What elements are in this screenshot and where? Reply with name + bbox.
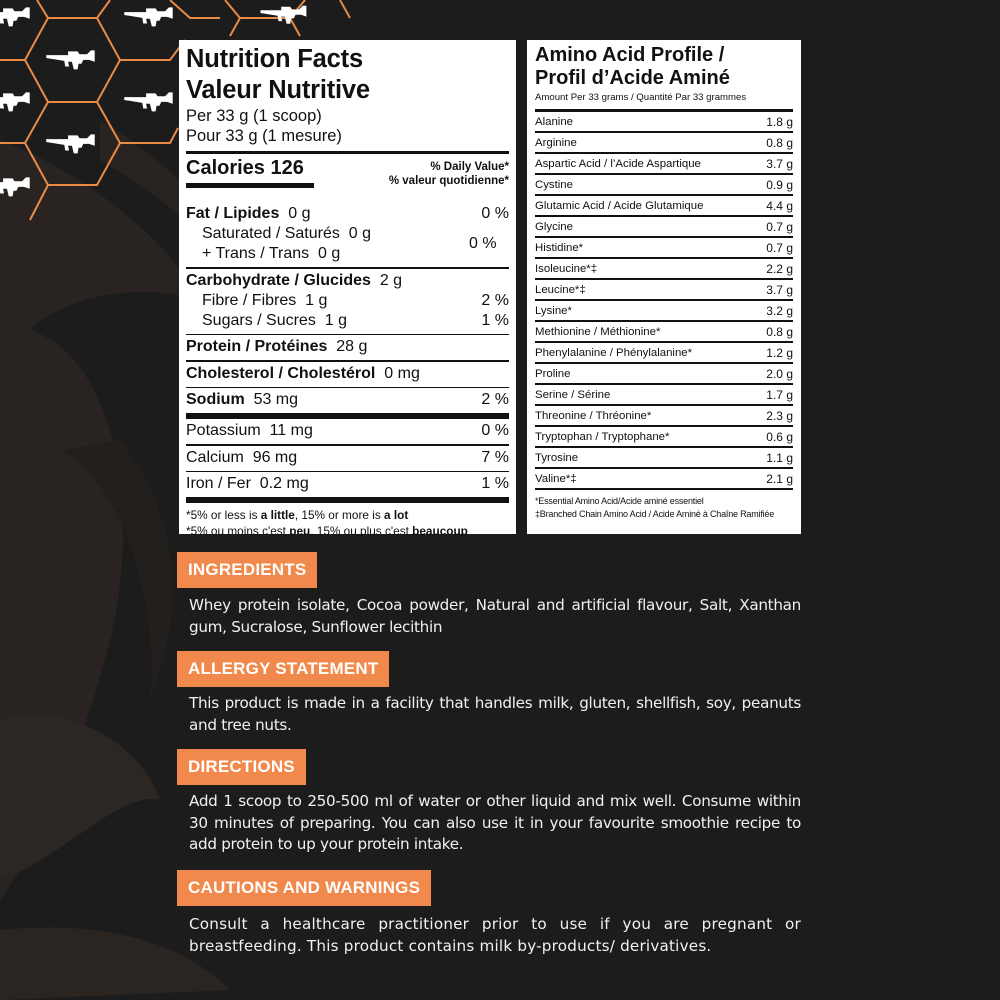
amino-name: Histidine* [535,241,584,254]
potassium-amount: 11 mg [269,422,313,439]
fat-amount: 0 g [288,205,311,222]
amino-row [535,196,793,217]
sugars-dv: 1 % [481,311,509,329]
amino-value: 0.7 g [766,240,793,255]
amino-value: 2.3 g [766,408,793,423]
amino-value: 1.2 g [766,345,793,360]
fibre-dv: 2 % [481,291,509,309]
footnote-fr: *5% ou moins c'est peu, 15% ou plus c'est beaucoup [186,524,468,538]
amino-name: Tryptophan / Tryptophane* [535,430,670,443]
iron-amount: 0.2 mg [259,475,309,492]
sodium-row [186,388,509,413]
amino-name: Phenylalanine / Phénylalanine* [535,346,693,359]
calories-row [186,154,509,204]
amino-name: Arginine [535,136,577,149]
amino-row [535,259,793,280]
nutrition-facts-panel [179,40,516,538]
amino-name: Proline [535,367,571,380]
carbohydrate-amount: 2 g [379,271,403,289]
carbohydrate-label: Carbohydrate / Glucides [186,271,371,289]
fat-label: Fat / Lipides [186,205,280,222]
directions-text: Add 1 scoop to 250-500 ml of water or other liquid and mix well. Consume within 30 minutes of preparing. You can also use it in your favourite smoothie recipe to add protein to up your protein intake. [189,792,801,853]
trans-amount: 0 g [318,245,341,262]
sat-trans-group [186,224,509,264]
cholesterol-row [186,362,509,387]
sat-trans-dv: 0 % [469,235,497,252]
serving-size-en: Per 33 g (1 scoop) [186,107,322,125]
fat-group [186,204,509,267]
cautions-text: Consult a healthcare practitioner prior to use if you are pregnant or breastfeeding. This product contains milk by-products/ derivatives. [189,915,801,955]
sugars-row [186,311,509,331]
amino-subtitle: Amount Per 33 grams / Quantité Par 33 grammes [535,92,747,103]
fibre-row [186,291,509,311]
amino-name: Aspartic Acid / l’Acide Aspartique [535,157,701,170]
saturated-label: Saturated / Saturés [202,225,340,242]
amino-row [535,322,793,343]
amino-value: 2.1 g [766,471,793,486]
amino-row [535,385,793,406]
amino-name: Isoleucine*‡ [535,262,598,275]
amino-row [535,343,793,364]
amino-value: 0.9 g [766,177,793,192]
amino-row [535,112,793,133]
iron-row [186,472,509,497]
amino-value: 1.7 g [766,387,793,402]
nutrition-title-en: Nutrition Facts [186,45,363,73]
amino-row [535,280,793,301]
amino-row [535,154,793,175]
amino-row [535,217,793,238]
amino-name: Valine*‡ [535,472,577,485]
sugars-amount: 1 g [324,311,347,329]
amino-name: Glutamic Acid / Acide Glutamique [535,199,704,212]
amino-value: 3.2 g [766,303,793,318]
calcium-label: Calcium [186,448,244,466]
amino-row [535,364,793,385]
protein-amount: 28 g [336,338,368,355]
potassium-dv: 0 % [481,422,509,439]
daily-value-footnote [186,503,509,539]
amino-name: Lysine* [535,304,572,317]
amino-name: Leucine*‡ [535,283,586,296]
essential-footnote: *Essential Amino Acid/Acide aminé essentiel [535,496,704,506]
amino-name: Alanine [535,115,573,128]
potassium-row [186,419,509,444]
cautions-heading: CAUTIONS AND WARNINGS [177,870,431,906]
amino-value: 2.0 g [766,366,793,381]
fibre-amount: 1 g [305,291,328,309]
allergy-heading: ALLERGY STATEMENT [177,651,389,687]
amino-table [535,112,793,490]
calcium-amount: 96 mg [252,448,298,466]
protein-row [186,335,509,360]
dv-header-fr: % valeur quotidienne* [388,175,509,187]
amino-value: 1.8 g [766,114,793,129]
amino-value: 0.7 g [766,219,793,234]
saturated-amount: 0 g [348,225,371,242]
dv-header-en: % Daily Value* [430,161,509,173]
amino-title-line2: Profil d’Acide Aminé [535,67,730,89]
iron-dv: 1 % [481,475,509,492]
potassium-label: Potassium [186,422,261,439]
amino-value: 0.8 g [766,135,793,150]
sodium-amount: 53 mg [253,391,299,408]
fat-row [186,204,509,224]
amino-name: Glycine [535,220,573,233]
amino-value: 3.7 g [766,282,793,297]
carbohydrate-group [186,269,509,334]
bcaa-footnote: ‡Branched Chain Amino Acid / Acide Aminé à Chaîne Ramifiée [535,509,775,519]
calories-label: Calories 126 [186,157,304,179]
cholesterol-label: Cholesterol / Cholestérol [186,364,376,382]
protein-label: Protein / Protéines [186,338,328,355]
amino-value: 0.8 g [766,324,793,339]
ingredients-text: Whey protein isolate, Cocoa powder, Natural and artificial flavour, Salt, Xanthan gum, Sucralose, Sunflower lecithin [189,596,801,636]
amino-value: 1.1 g [766,450,793,465]
sugars-label: Sugars / Sucres [202,311,316,329]
allergy-text: This product is made in a facility that handles milk, gluten, shellfish, soy, peanuts and tree nuts. [189,694,801,734]
amino-row [535,133,793,154]
trans-label: + Trans / Trans [202,245,310,262]
footnote-en: *5% or less is a little, 15% or more is a lot [186,508,409,522]
amino-row [535,301,793,322]
amino-name: Threonine / Thréonine* [535,409,652,422]
amino-row [535,238,793,259]
sodium-label: Sodium [186,391,245,408]
directions-heading: DIRECTIONS [177,749,306,785]
ingredients-heading: INGREDIENTS [177,552,317,588]
amino-name: Serine / Sérine [535,388,611,401]
amino-row [535,427,793,448]
amino-name: Methionine / Méthionine* [535,325,661,338]
cholesterol-amount: 0 mg [384,364,420,382]
amino-value: 4.4 g [766,198,793,213]
fat-dv: 0 % [481,205,509,222]
iron-label: Iron / Fer [186,475,251,492]
amino-row [535,406,793,427]
amino-acid-panel [527,40,801,534]
calcium-dv: 7 % [481,448,509,466]
amino-footnotes [535,490,793,521]
serving-size-fr: Pour 33 g (1 mesure) [186,127,342,145]
calcium-row [186,446,509,471]
amino-row [535,469,793,490]
amino-row [535,448,793,469]
carbohydrate-row [186,271,509,291]
nutrition-title-fr: Valeur Nutritive [186,76,370,104]
amino-name: Tyrosine [535,451,579,464]
daily-value-header [389,160,509,188]
amino-title-line1: Amino Acid Profile / [535,44,725,66]
calories-underline [186,183,314,188]
fibre-label: Fibre / Fibres [202,291,297,309]
amino-row [535,175,793,196]
sodium-dv: 2 % [481,391,509,408]
amino-name: Cystine [535,178,573,191]
amino-value: 3.7 g [766,156,793,171]
amino-value: 2.2 g [766,261,793,276]
amino-value: 0.6 g [766,429,793,444]
